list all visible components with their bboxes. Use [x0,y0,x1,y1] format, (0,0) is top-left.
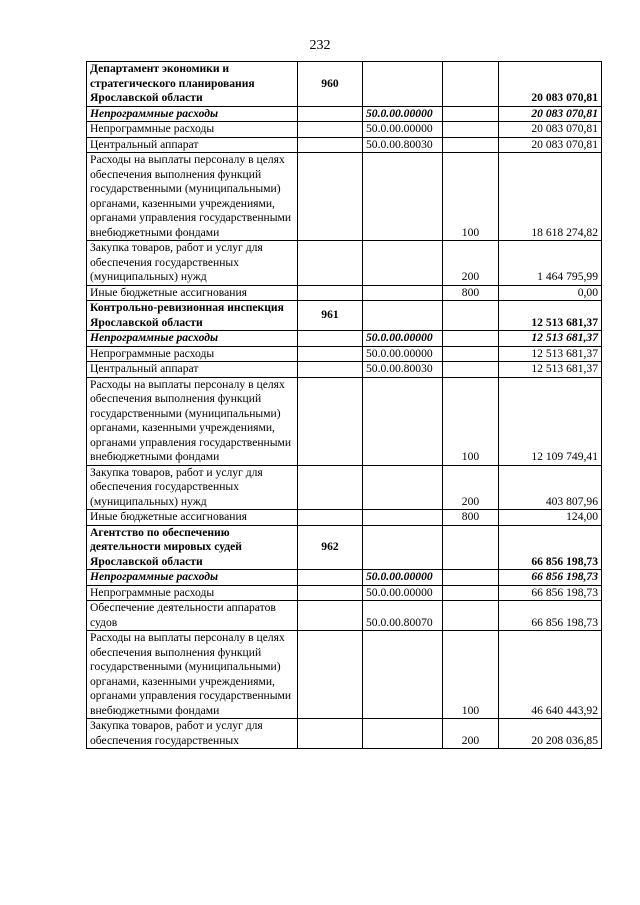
department-code-cell [298,585,363,601]
expense-type-cell [443,301,499,331]
department-code-cell [298,241,363,286]
expense-type-cell: 200 [443,241,499,286]
expense-name-cell: Агентство по обеспечению деятельности мировых судей Ярославской области [87,525,298,570]
expense-name-cell: Обеспечение деятельности аппаратов судов [87,601,298,631]
department-code-cell: 960 [298,62,363,107]
target-article-cell: 50.0.00.80030 [363,362,443,378]
target-article-cell [363,510,443,526]
amount-cell: 20 083 070,81 [499,106,602,122]
expense-type-cell [443,346,499,362]
target-article-cell: 50.0.00.00000 [363,122,443,138]
target-article-cell [363,525,443,570]
table-row [87,585,602,601]
target-article-cell [363,285,443,301]
expense-name-cell: Иные бюджетные ассигнования [87,285,298,301]
expense-type-cell [443,570,499,586]
department-code-cell [298,465,363,510]
amount-cell: 46 640 443,92 [499,631,602,719]
expense-name-cell: Непрограммные расходы [87,570,298,586]
expense-type-cell [443,362,499,378]
expense-type-cell [443,137,499,153]
expense-name-cell: Центральный аппарат [87,362,298,378]
target-article-cell [363,631,443,719]
amount-cell: 12 513 681,37 [499,331,602,347]
expense-name-cell: Закупка товаров, работ и услуг для обеспечения государственных [87,719,298,749]
target-article-cell: 50.0.00.80030 [363,137,443,153]
amount-cell: 66 856 198,73 [499,601,602,631]
table-row [87,510,602,526]
target-article-cell: 50.0.00.80070 [363,601,443,631]
department-code-cell [298,153,363,241]
department-code-cell [298,106,363,122]
expense-name-cell: Расходы на выплаты персоналу в целях обеспечения выполнения функций государственными (муниципальными) органами, казенными учреждениями, органами управления государственными внебюджетными фондами [87,153,298,241]
expense-type-cell: 200 [443,719,499,749]
department-code-cell [298,285,363,301]
department-code-cell [298,377,363,465]
department-code-cell [298,631,363,719]
expense-type-cell: 800 [443,285,499,301]
department-row [87,301,602,331]
expense-type-cell [443,585,499,601]
expense-name-cell: Контрольно-ревизионная инспекция Ярославской области [87,301,298,331]
budget-table [86,61,602,749]
amount-cell: 20 083 070,81 [499,62,602,107]
target-article-cell [363,719,443,749]
table-row [87,631,602,719]
department-code-cell [298,570,363,586]
table-row [87,241,602,286]
expense-type-cell [443,331,499,347]
department-code-cell [298,331,363,347]
expense-type-cell [443,106,499,122]
expense-type-cell: 100 [443,153,499,241]
target-article-cell [363,153,443,241]
department-code-cell: 962 [298,525,363,570]
amount-cell: 0,00 [499,285,602,301]
expense-type-cell: 100 [443,377,499,465]
amount-cell: 12 513 681,37 [499,346,602,362]
amount-cell: 124,00 [499,510,602,526]
expense-name-cell: Непрограммные расходы [87,106,298,122]
target-article-cell [363,62,443,107]
amount-cell: 66 856 198,73 [499,525,602,570]
table-row [87,346,602,362]
department-code-cell [298,137,363,153]
amount-cell: 12 109 749,41 [499,377,602,465]
budget-table-body [87,62,602,749]
expense-name-cell: Иные бюджетные ассигнования [87,510,298,526]
expense-type-cell [443,122,499,138]
table-row [87,570,602,586]
table-row [87,377,602,465]
department-code-cell [298,122,363,138]
table-row [87,601,602,631]
table-row [87,153,602,241]
department-row [87,525,602,570]
department-code-cell: 961 [298,301,363,331]
expense-type-cell: 800 [443,510,499,526]
amount-cell: 12 513 681,37 [499,301,602,331]
expense-name-cell: Непрограммные расходы [87,122,298,138]
table-row [87,106,602,122]
target-article-cell: 50.0.00.00000 [363,585,443,601]
department-code-cell [298,719,363,749]
department-row [87,62,602,107]
table-row [87,465,602,510]
amount-cell: 18 618 274,82 [499,153,602,241]
expense-name-cell: Центральный аппарат [87,137,298,153]
table-row [87,331,602,347]
amount-cell: 20 083 070,81 [499,137,602,153]
expense-name-cell: Непрограммные расходы [87,331,298,347]
amount-cell: 12 513 681,37 [499,362,602,378]
department-code-cell [298,601,363,631]
expense-type-cell [443,601,499,631]
page-number: 232 [309,38,331,53]
expense-name-cell: Закупка товаров, работ и услуг для обеспечения государственных (муниципальных) нужд [87,465,298,510]
target-article-cell [363,377,443,465]
target-article-cell: 50.0.00.00000 [363,331,443,347]
amount-cell: 20 208 036,85 [499,719,602,749]
target-article-cell: 50.0.00.00000 [363,346,443,362]
amount-cell: 66 856 198,73 [499,585,602,601]
table-row [87,285,602,301]
table-row [87,362,602,378]
amount-cell: 66 856 198,73 [499,570,602,586]
table-row [87,719,602,749]
expense-name-cell: Непрограммные расходы [87,346,298,362]
target-article-cell [363,465,443,510]
target-article-cell: 50.0.00.00000 [363,106,443,122]
expense-name-cell: Непрограммные расходы [87,585,298,601]
table-row [87,137,602,153]
table-row [87,122,602,138]
amount-cell: 20 083 070,81 [499,122,602,138]
target-article-cell [363,241,443,286]
expense-type-cell: 100 [443,631,499,719]
expense-name-cell: Департамент экономики и стратегического планирования Ярославской области [87,62,298,107]
expense-type-cell [443,525,499,570]
target-article-cell [363,301,443,331]
expense-name-cell: Расходы на выплаты персоналу в целях обеспечения выполнения функций государственными (муниципальными) органами, казенными учреждениями, органами управления государственными внебюджетными фондами [87,377,298,465]
department-code-cell [298,362,363,378]
expense-name-cell: Закупка товаров, работ и услуг для обеспечения государственных (муниципальных) нужд [87,241,298,286]
department-code-cell [298,346,363,362]
expense-type-cell: 200 [443,465,499,510]
amount-cell: 1 464 795,99 [499,241,602,286]
expense-name-cell: Расходы на выплаты персоналу в целях обеспечения выполнения функций государственными (муниципальными) органами, казенными учреждениями, органами управления государственными внебюджетными фондами [87,631,298,719]
amount-cell: 403 807,96 [499,465,602,510]
target-article-cell: 50.0.00.00000 [363,570,443,586]
department-code-cell [298,510,363,526]
expense-type-cell [443,62,499,107]
